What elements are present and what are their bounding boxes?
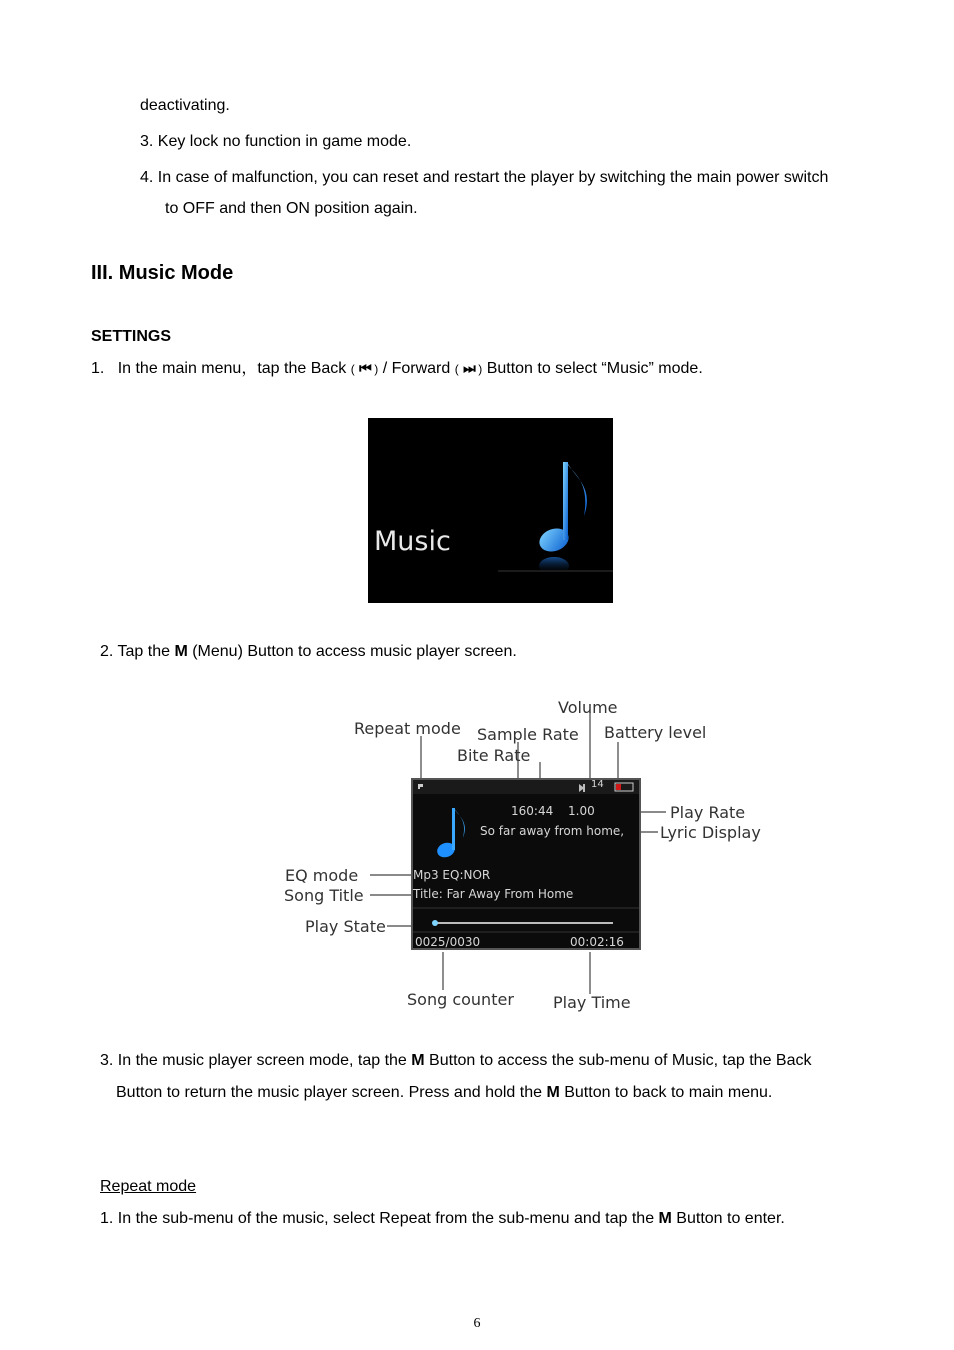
player-screen	[411, 778, 641, 950]
intro-line: 4. In case of malfunction, you can reset and restart the player by switching the main power switch	[140, 169, 829, 186]
step-text: Button to access the sub-menu of Music, tap the Back	[424, 1052, 812, 1069]
lyric-display-label: Lyric Display	[660, 823, 761, 842]
step-number: 1.	[91, 360, 105, 377]
repeat-mode-label: Repeat mode	[354, 719, 461, 738]
section-title: III. Music Mode	[91, 262, 234, 284]
repeat-mode-heading: Repeat mode	[100, 1178, 197, 1195]
m-button-ref: M	[174, 643, 188, 660]
m-button-ref: M	[546, 1084, 560, 1101]
play-time-value: 00:02:16	[570, 935, 624, 949]
paren: )	[478, 362, 483, 376]
song-counter-label: Song counter	[407, 990, 514, 1009]
eq-mode-value: Mp3 EQ:NOR	[413, 868, 491, 882]
step-text: Button to back to main menu.	[559, 1084, 773, 1101]
volume-label: Volume	[558, 698, 618, 717]
step-text: 1. In the sub-menu of the music, select Repeat from the sub-menu and tap the	[100, 1210, 659, 1227]
sample-rate-label: Sample Rate	[477, 725, 579, 744]
step-text: 2. Tap the	[100, 643, 175, 660]
intro-line: 3. Key lock no function in game mode.	[140, 133, 412, 150]
m-button-ref: M	[411, 1052, 425, 1069]
lyric-text: So far away from home,	[480, 824, 625, 838]
forward-icon: ⏭	[463, 360, 474, 376]
intro-line: deactivating.	[140, 97, 230, 114]
step-text: In the main menu，tap the Back	[117, 360, 347, 377]
music-tile-label: Music	[374, 526, 451, 557]
bit-sample-rate: 160:44	[511, 804, 554, 818]
step-text: 3. In the music player screen mode, tap the	[100, 1052, 412, 1069]
play-time-label: Play Time	[553, 993, 631, 1012]
page-number: 6	[473, 1316, 481, 1331]
eq-mode-label: EQ mode	[285, 866, 359, 885]
paren: (	[350, 362, 355, 376]
intro-line: to OFF and then ON position again.	[165, 200, 418, 217]
play-state-label: Play State	[305, 917, 386, 936]
music-tile	[368, 418, 613, 603]
back-icon: ⏮	[359, 360, 370, 376]
volume-value: 14	[591, 779, 604, 790]
step-text: (Menu) Button to access music player screen.	[187, 643, 517, 660]
m-button-ref: M	[658, 1210, 672, 1227]
step-2	[100, 642, 517, 662]
repeat-step-1	[100, 1209, 785, 1229]
step-3-line-2	[116, 1083, 772, 1103]
play-rate-label: Play Rate	[670, 803, 746, 822]
song-title-label: Song Title	[284, 886, 364, 905]
paren: (	[454, 362, 459, 376]
paren: )	[374, 362, 379, 376]
settings-heading: SETTINGS	[91, 328, 172, 345]
step-3-line-1	[100, 1051, 811, 1071]
step-1	[91, 358, 703, 379]
step-text: Button to return the music player screen. Press and hold the	[116, 1084, 547, 1101]
bite-rate-label: Bite Rate	[457, 746, 531, 765]
battery-level-label: Battery level	[604, 723, 707, 742]
step-text: Button to select “Music” mode.	[486, 360, 703, 377]
play-rate-value: 1.00	[568, 804, 595, 818]
music-note-icon	[368, 418, 613, 603]
step-text: Button to enter.	[671, 1210, 785, 1227]
song-title-value: Title: Far Away From Home	[413, 887, 574, 901]
step-text: / Forward	[382, 360, 451, 377]
player-screen-diagram	[280, 690, 780, 1020]
song-counter-value: 0025/0030	[415, 935, 481, 949]
